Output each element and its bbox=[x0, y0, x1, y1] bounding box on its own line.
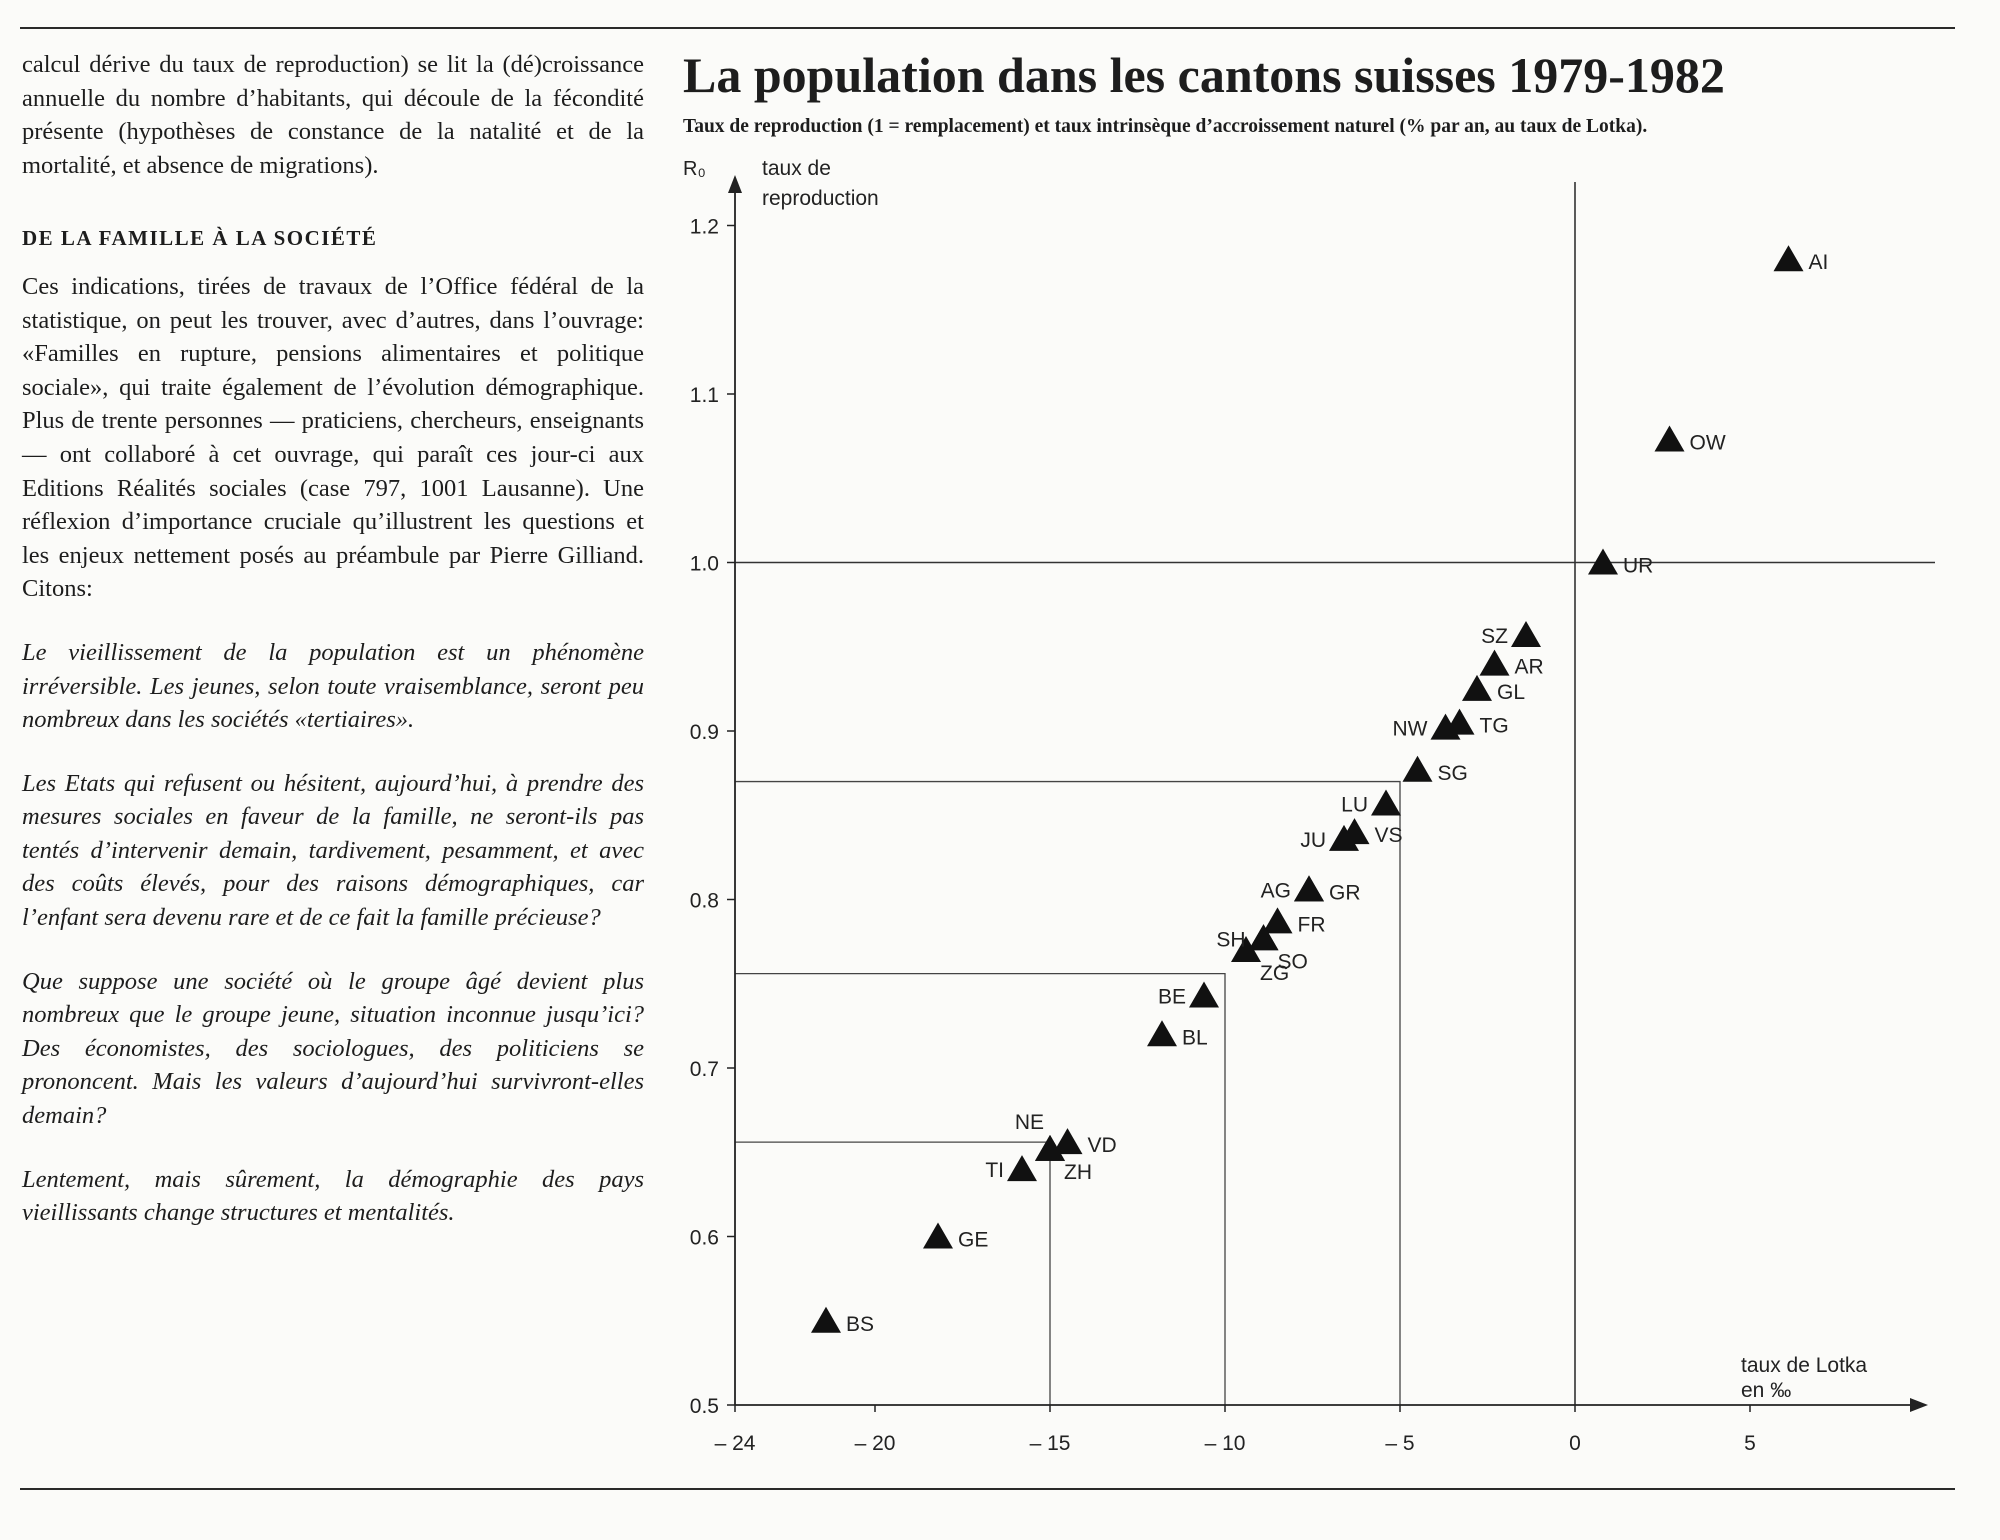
step-guide-line bbox=[735, 974, 1225, 1405]
point-marker-sz bbox=[1511, 621, 1541, 647]
x-tick-label: – 24 bbox=[714, 1432, 756, 1455]
point-marker-ow bbox=[1655, 425, 1685, 451]
point-label-ur: UR bbox=[1623, 554, 1654, 578]
point-label-vs: VS bbox=[1374, 824, 1403, 848]
x-tick-label: – 20 bbox=[854, 1432, 896, 1455]
point-label-ge: GE bbox=[958, 1228, 989, 1252]
point-label-ow: OW bbox=[1689, 431, 1726, 455]
point-label-ti: TI bbox=[985, 1159, 1004, 1183]
point-label-ju: JU bbox=[1300, 828, 1326, 852]
y-tick-label: 0.6 bbox=[689, 1226, 719, 1250]
point-label-ai: AI bbox=[1808, 251, 1829, 275]
y-tick-label: 0.5 bbox=[689, 1395, 719, 1418]
x-axis-label: en ‰ bbox=[1741, 1379, 1792, 1402]
quote-paragraph: Les Etats qui refusent ou hésitent, aujourd’hui, à prendre des mesures sociales en faveur de la famille, ne seront-ils pas tentés d’intervenir demain, tardivement, pesamment, et avec des coûts élevés, pour des raisons démographiques, car l’enfant sera devenu rare et de ce fait la famille précieuse? bbox=[22, 769, 644, 932]
chart-title: La population dans les cantons suisses 1979-1982 bbox=[683, 47, 1725, 103]
point-label-zh: ZH bbox=[1064, 1160, 1092, 1184]
point-label-so: SO bbox=[1277, 950, 1308, 974]
point-marker-bl bbox=[1147, 1020, 1177, 1046]
point-label-ag: AG bbox=[1260, 879, 1291, 903]
y-tick-label: 1.0 bbox=[689, 552, 719, 576]
point-label-sh: SH bbox=[1216, 928, 1246, 952]
chart-subtitle: Taux de reproduction (1 = remplacement) et taux intrinsèque d’accroissement naturel (% par an, au taux de Lotka). bbox=[683, 116, 1648, 137]
point-label-ne: NE bbox=[1014, 1110, 1044, 1134]
y-tick-label: 1.2 bbox=[689, 215, 719, 239]
y-tick-label: 0.9 bbox=[689, 721, 719, 744]
y-axis-symbol: R₀ bbox=[683, 158, 706, 180]
y-tick-label: 0.7 bbox=[689, 1058, 719, 1081]
point-label-be: BE bbox=[1157, 985, 1186, 1009]
article-paragraph: calcul dérive du taux de reproduction) se lit la (dé)croissance annuelle du nombre d’habitants, qui découle de la fécondité présente (hypothèses de constance de la natalité et de la mortalité, et absence de migrations). bbox=[22, 51, 644, 179]
point-marker-ar bbox=[1480, 650, 1510, 676]
point-label-gr: GR bbox=[1329, 881, 1361, 905]
article-paragraph: Ces indications, tirées de travaux de l’Office fédéral de la statistique, on peut les trouver, avec d’autres, dans l’ouvrage: «Familles en rupture, pensions alimentaires et politique sociale», qui traite également de l’évolution démographique. Plus de trente personnes — praticiens, chercheurs, enseignants — ont collaboré à cet ouvrage, qui paraît ces jour-ci aux Editions Réalités sociales (case 797, 1001 Lausanne). Une réflexion d’importance cruciale qu’illustrent les questions et les enjeux nettement posés au préambule par Pierre Gilliand. Citons: bbox=[22, 272, 644, 603]
quote-paragraph: Lentement, mais sûrement, la démographie des pays vieillissants change structures et mentalités. bbox=[22, 1165, 644, 1227]
x-tick-label: – 5 bbox=[1385, 1432, 1415, 1455]
section-heading: DE LA FAMILLE À LA SOCIÉTÉ bbox=[22, 226, 378, 251]
point-label-lu: LU bbox=[1341, 793, 1368, 817]
point-marker-ag bbox=[1294, 875, 1324, 901]
bottom-rule bbox=[20, 1488, 1955, 1490]
point-marker-sg bbox=[1403, 756, 1433, 782]
point-label-gl: GL bbox=[1497, 680, 1526, 704]
point-marker-lu bbox=[1371, 789, 1401, 815]
point-label-sg: SG bbox=[1437, 761, 1468, 785]
x-tick-label: – 15 bbox=[1029, 1432, 1071, 1455]
point-label-fr: FR bbox=[1297, 913, 1326, 937]
point-marker-ti bbox=[1007, 1155, 1037, 1181]
y-axis-label: taux de bbox=[762, 157, 831, 180]
point-marker-ai bbox=[1774, 245, 1804, 271]
x-tick-label: 0 bbox=[1569, 1432, 1581, 1455]
x-axis-label: taux de Lotka bbox=[1741, 1354, 1868, 1377]
point-label-bs: BS bbox=[846, 1312, 875, 1336]
quote-paragraph: Le vieillissement de la population est un phénomène irréversible. Les jeunes, selon toute vraisemblance, seront peu nombreux dans les sociétés «tertiaires». bbox=[22, 638, 644, 734]
point-label-nw: NW bbox=[1392, 717, 1428, 741]
y-axis-label: reproduction bbox=[762, 187, 879, 210]
step-guide-line bbox=[735, 782, 1400, 1405]
x-tick-label: 5 bbox=[1744, 1432, 1756, 1455]
point-marker-bs bbox=[811, 1307, 841, 1333]
y-tick-label: 0.8 bbox=[689, 889, 719, 913]
point-marker-fr bbox=[1263, 907, 1293, 933]
x-tick-label: – 10 bbox=[1204, 1432, 1246, 1455]
point-label-tg: TG bbox=[1479, 714, 1509, 738]
point-marker-gl bbox=[1462, 675, 1492, 701]
point-marker-be bbox=[1189, 982, 1219, 1008]
point-label-sz: SZ bbox=[1481, 624, 1508, 648]
point-marker-ge bbox=[923, 1223, 953, 1249]
y-tick-label: 1.1 bbox=[689, 384, 719, 407]
quote-paragraph: Que suppose une société où le groupe âgé devient plus nombreux que le groupe jeune, situation inconnue jusqu’ici? Des économistes, des sociologues, des politiciens se prononcent. Mais les valeurs d’aujourd’hui survivront-elles demain? bbox=[22, 967, 644, 1130]
point-label-ar: AR bbox=[1514, 655, 1544, 679]
point-marker-ur bbox=[1588, 549, 1618, 575]
point-label-bl: BL bbox=[1182, 1026, 1208, 1050]
point-label-zg: ZG bbox=[1260, 962, 1290, 986]
point-label-vd: VD bbox=[1087, 1134, 1117, 1158]
